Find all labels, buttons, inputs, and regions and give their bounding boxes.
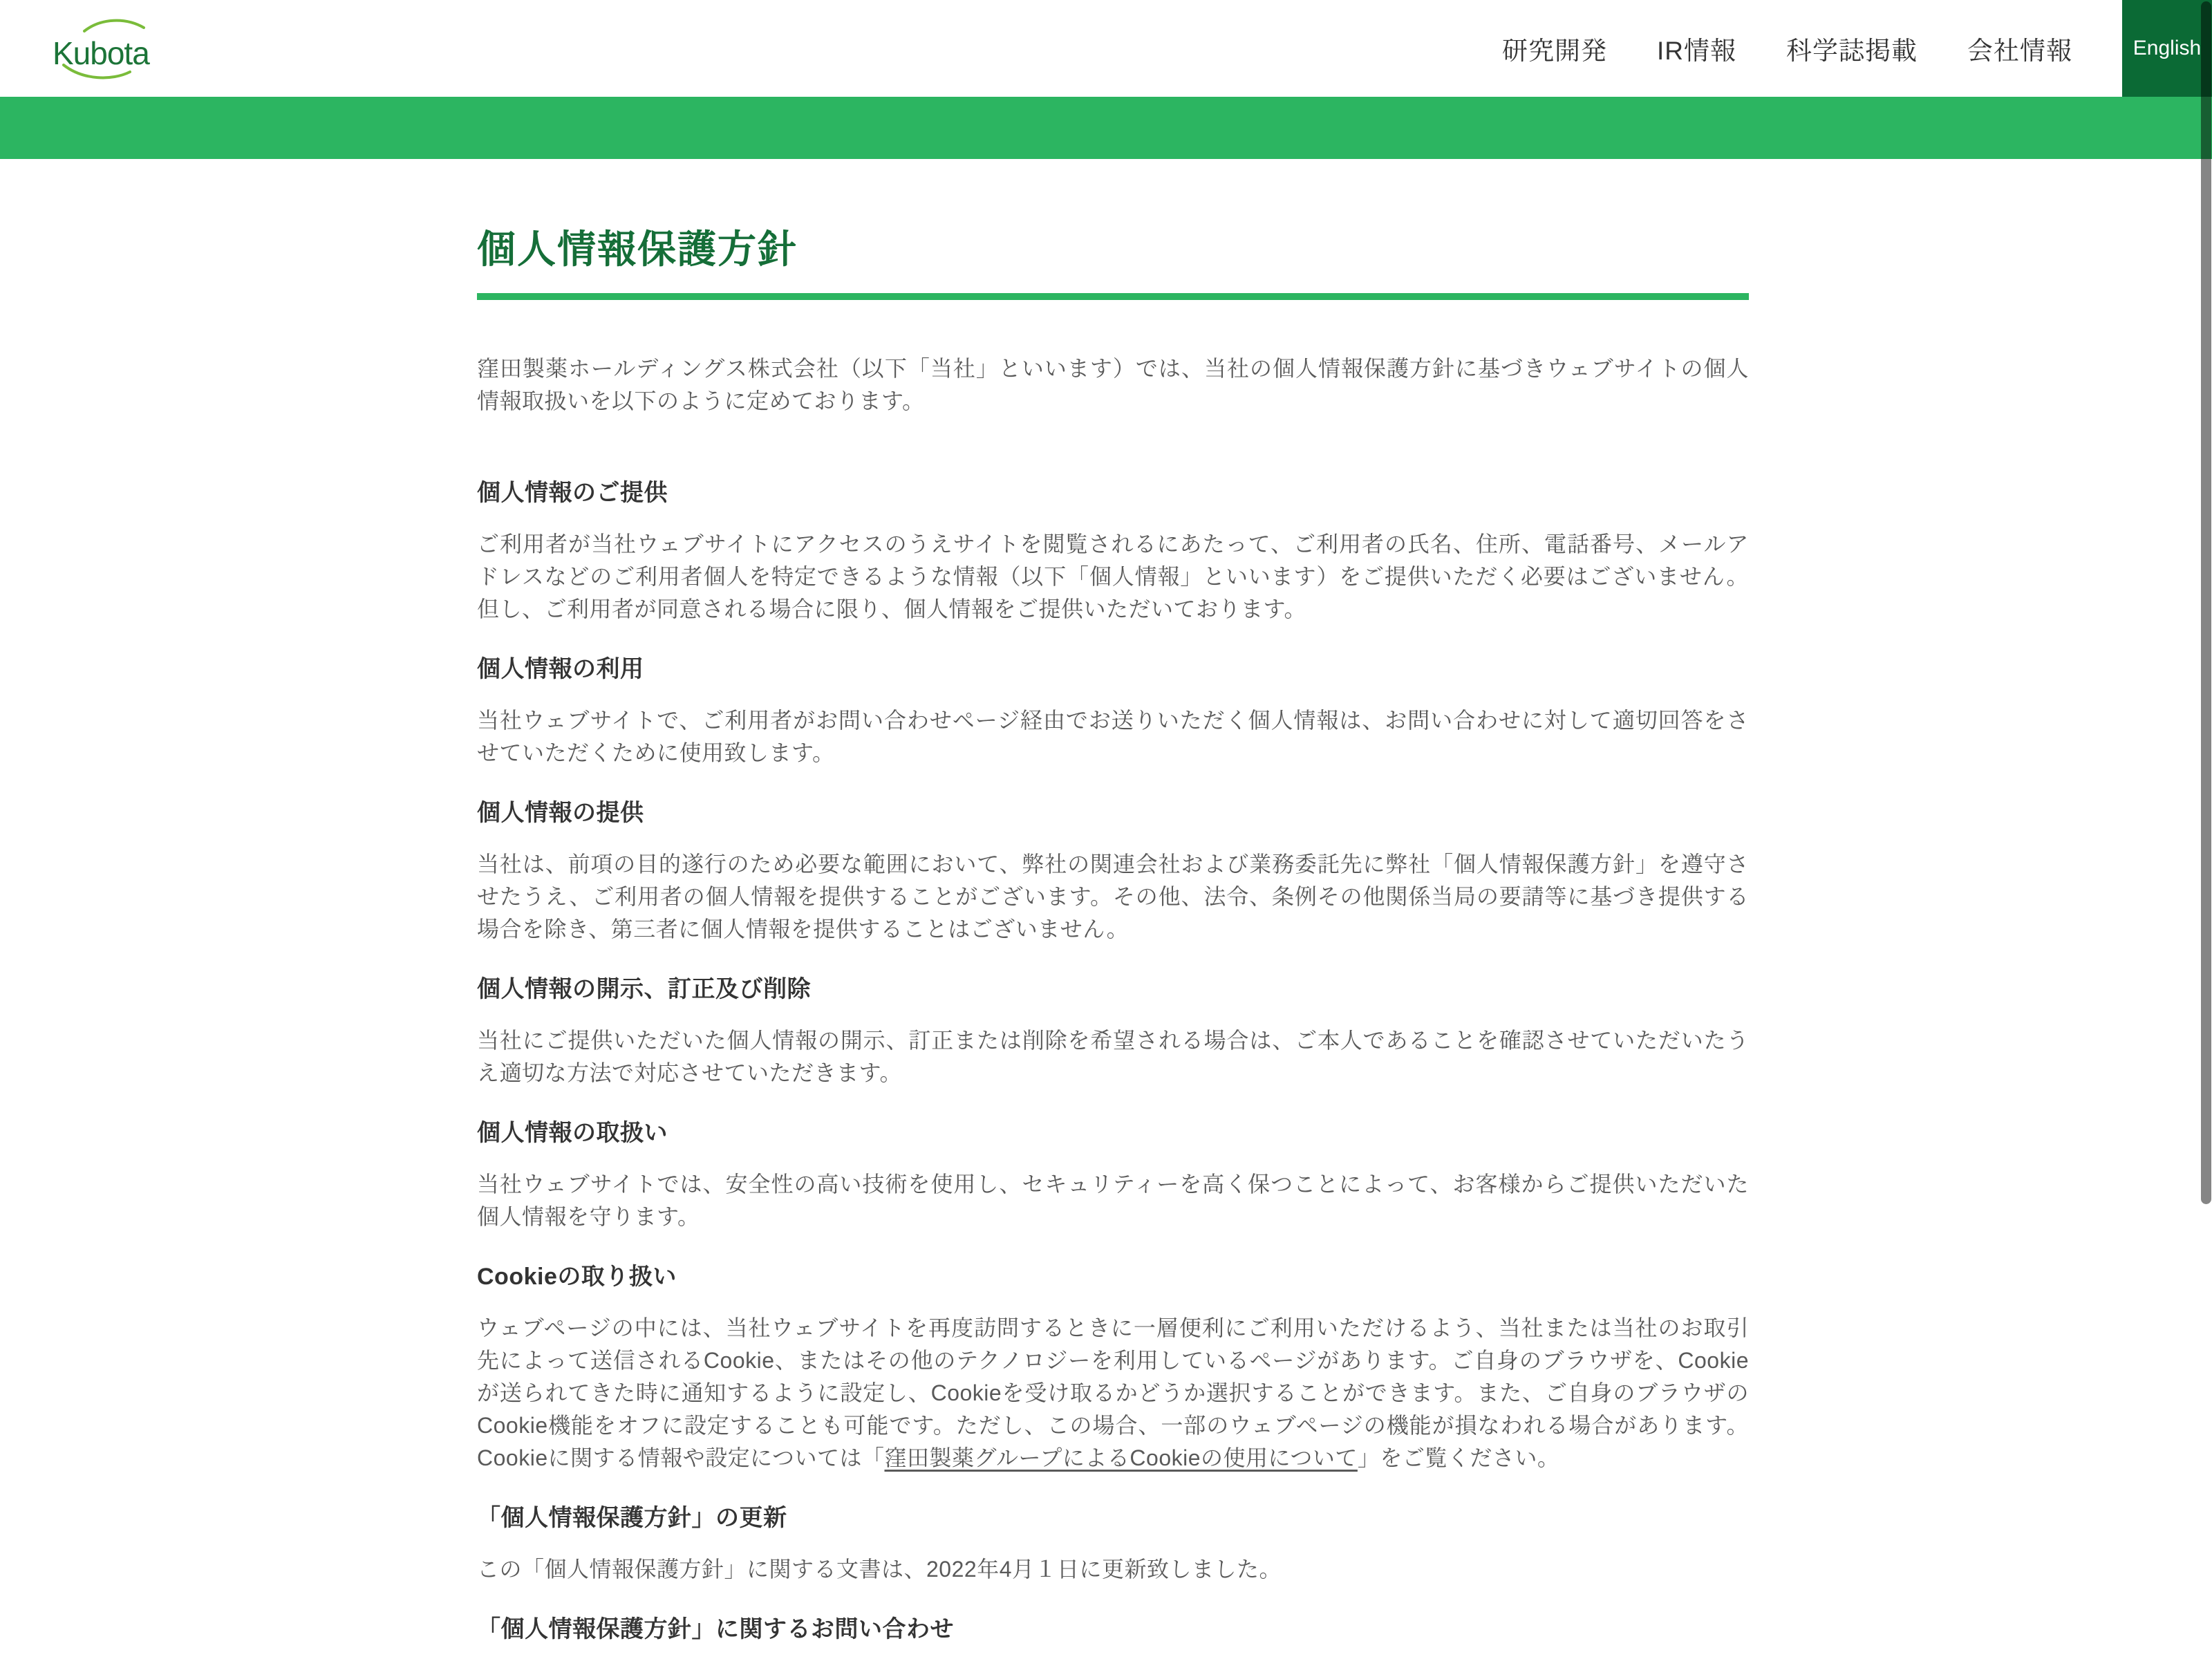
intro-paragraph: 窪田製薬ホールディングス株式会社（以下「当社」といいます）では、当社の個人情報保護方針に基づきウェブサイトの個人情報取扱いを以下のように定めております。 [477,356,1749,413]
policy-section [477,652,1749,769]
nav-item-journal-publications[interactable]: 科学誌掲載 [1786,37,1918,65]
section-paragraph [477,528,1749,626]
cookie-usage-link[interactable]: 窪田製薬グループによるCookieの使用について [884,1445,1358,1470]
page-title: 個人情報保護方針 [477,227,798,271]
kubota-logo-graphic [51,16,162,82]
nav-item-research-development[interactable]: 研究開発 [1502,37,1607,65]
section-heading: Cookieの取り扱い [477,1264,677,1290]
section-paragraph [477,1168,1749,1233]
policy-section [477,796,1749,946]
policy-section [477,972,1749,1089]
section-heading: 個人情報の提供 [477,800,644,826]
paragraph-text: この「個人情報保護方針」に関する文書は、2022年4月１日に更新致しました。 [477,1557,1282,1582]
policy-section [477,476,1749,626]
policy-section [477,1501,1749,1586]
section-heading: 「個人情報保護方針」の更新 [477,1505,787,1531]
vertical-scrollbar-thumb[interactable] [2201,1,2211,1204]
section-heading: 個人情報の取扱い [477,1120,668,1146]
section-paragraph [477,704,1749,769]
page-banner [0,97,2212,159]
kubota-logo[interactable] [51,16,162,82]
section-paragraph [477,848,1749,946]
logo-wordmark: Kubota [53,35,149,71]
policy-section [477,1612,1749,1647]
section-paragraph [477,1553,1749,1586]
content-area [477,225,1749,1647]
paragraph-text: 当社ウェブサイトでは、安全性の高い技術を使用し、セキュリティーを高く保つことによって、お客様からご提供いただいた個人情報を守ります。 [477,1172,1749,1229]
section-heading: 「個人情報保護方針」に関するお問い合わせ [477,1616,954,1642]
section-heading: 個人情報の利用 [477,656,644,682]
paragraph-text: 当社ウェブサイトで、ご利用者がお問い合わせページ経由でお送りいただく個人情報は、お問い合わせに対して適切回答をさせていただくために使用致します。 [477,708,1750,765]
section-paragraph [477,1312,1749,1474]
title-underline [477,293,1749,300]
paragraph-text: 当社は、前項の目的遂行のため必要な範囲において、弊社の関連会社および業務委託先に弊社「個人情報保護方針」を遵守させたうえ、ご利用者の個人情報を提供することがございます。その他、法令、条例その他関係当局の要請等に基づき提供する場合を除き、第三者に個人情報を提供することはございません。 [477,852,1749,941]
nav-item-ir-information[interactable]: IR情報 [1657,37,1736,65]
site-header [0,0,2212,97]
section-heading: 個人情報の開示、訂正及び削除 [477,976,811,1002]
nav-item-company-information[interactable]: 会社情報 [1967,37,2072,65]
main-nav [1502,30,2072,67]
section-paragraph [477,1024,1749,1089]
section-heading: 個人情報のご提供 [477,480,668,506]
logo-top-arc-icon [84,20,144,30]
paragraph-text: 当社にご提供いただいた個人情報の開示、訂正または削除を希望される場合は、ご本人であることを確認させていただいたうえ適切な方法で対応させていただきます。 [477,1028,1749,1085]
policy-section [477,1116,1749,1233]
policy-sections-container [477,476,1749,1647]
paragraph-text: ウェブページの中には、当社ウェブサイトを再度訪問するときに一層便利にご利用いただけるよう、当社または当社のお取引先によって送信されるCookie、またはその他のテクノロジーを利用しているページがあります。ご自身のブラウザを、Cookieが送られてきた時に通知するように設定し、Cookieを受け取るかどうか選択することができます。また、ご自身のブラウザのCookie機能をオフに設定することも可能です。ただし、この場合、一部のウェブページの機能が損なわれる場合があります。Cookieに関する情報や設定については「 [477,1315,1749,1470]
paragraph-text: ご利用者が当社ウェブサイトにアクセスのうえサイトを閲覧されるにあたって、ご利用者の氏名、住所、電話番号、メールアドレスなどのご利用者個人を特定できるような情報（以下「個人情報」といいます）をご提供いただく必要はございません。但し、ご利用者が同意される場合に限り、個人情報をご提供いただいております。 [477,532,1749,621]
paragraph-text: 」をご覧ください。 [1357,1445,1560,1470]
policy-section [477,1259,1749,1474]
english-language-button[interactable]: English [2122,0,2212,97]
